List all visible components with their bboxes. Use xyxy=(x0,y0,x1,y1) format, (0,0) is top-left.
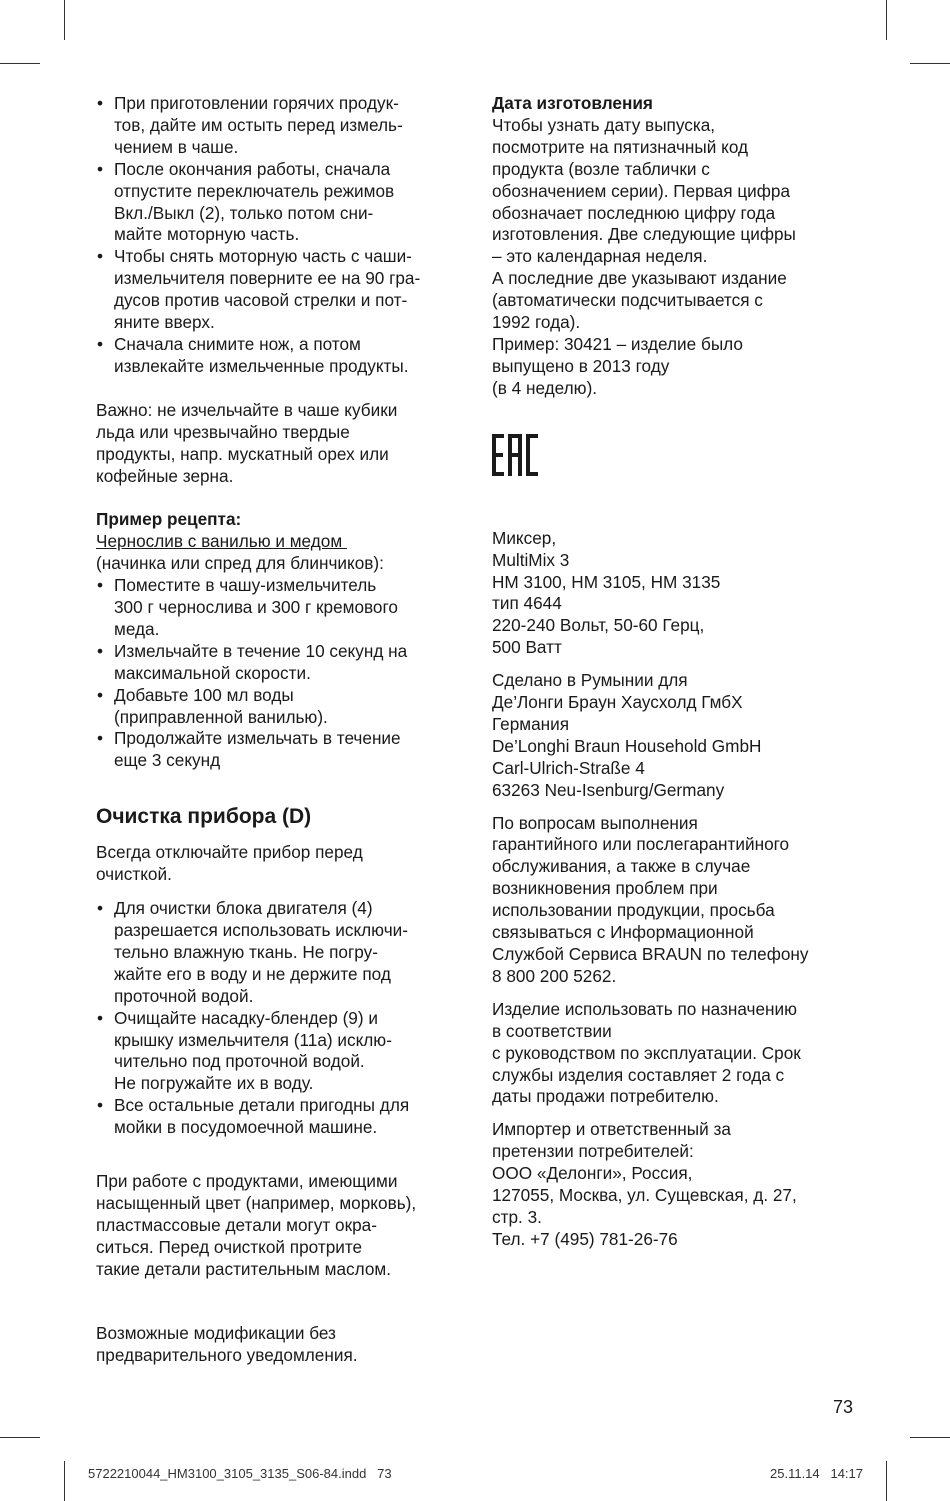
eac-letter-c xyxy=(526,434,538,476)
crop-mark-br-v xyxy=(886,1461,887,1501)
right-column xyxy=(492,93,862,1251)
crop-mark-tr-v xyxy=(886,0,887,40)
recipe-note: (начинка или спред для блинчиков): xyxy=(96,553,384,574)
usage-info: Изделие использовать по назначению в соответствии с руководством по эксплуатации. Срок службы изделия составляет 2 года с даты продажи потребителю. xyxy=(492,998,801,1107)
list-item: • Продолжайте измельчать в течение еще 3 секунд xyxy=(96,728,466,772)
product-info: Миксер, MultiMix 3 HM 3100, HM 3105, HM 3135 тип 4644 220-240 Вольт, 50-60 Герц, 500 Ватт xyxy=(492,527,721,658)
list-item: • Для очистки блока двигателя (4) разрешается использовать исключи- тельно влажную ткань. Не погру- жайте его в воду и не держите под проточной водой. xyxy=(96,898,466,1008)
section-heading-cleaning: Очистка прибора (D) xyxy=(96,805,312,829)
colored-food-note: При работе с продуктами, имеющими насыщенный цвет (например, морковь), пластмассовые детали могут окра- ситься. Перед очисткой протрите такие детали растительным маслом. xyxy=(96,1171,417,1279)
service-info: По вопросам выполнения гарантийного или послегарантийного обслуживания, а также в случае возникновения проблем при использовании продукции, просьба связываться с Информационной Службой Сервиса BRAUN по телефону 8 800 200 5262. xyxy=(492,812,809,986)
recipe-steps-list xyxy=(96,575,466,772)
page-number: 73 xyxy=(833,1397,854,1417)
left-column xyxy=(96,93,466,1366)
list-item: • Сначала снимите нож, а потом извлекайте измельченные продукты. xyxy=(96,334,466,378)
list-item: • Поместите в чашу-измельчитель 300 г чернослива и 300 г кремового меда. xyxy=(96,575,466,641)
eac-mark xyxy=(492,434,862,476)
crop-mark-bl-h xyxy=(0,1437,40,1438)
crop-mark-tl-h xyxy=(0,63,40,64)
list-item: • После окончания работы, сначала отпустите переключатель режимов Вкл./Выкл (2), только потом сни- майте моторную часть. xyxy=(96,159,466,247)
crop-mark-tr-h xyxy=(910,63,950,64)
crop-mark-bl-v xyxy=(64,1461,65,1501)
eac-letter-a xyxy=(508,434,522,476)
recipe-name: Чернослив с ванилью и медом xyxy=(96,531,347,552)
crop-mark-tl-v xyxy=(64,0,65,40)
file-slug: 5722210044_HM3100_3105_3135_S06-84.indd 73 xyxy=(88,1466,392,1481)
recipe-title: Пример рецепта: xyxy=(96,509,242,530)
usage-tips-list xyxy=(96,93,466,378)
list-item: • Измельчайте в течение 10 секунд на максимальной скорости. xyxy=(96,641,466,685)
cleaning-intro: Всегда отключайте прибор перед очисткой. xyxy=(96,842,363,885)
list-item: • Чтобы снять моторную часть с чаши- измельчителя поверните ее на 90 гра- дусов против часовой стрелки и пот- яните вверх. xyxy=(96,246,466,334)
manufacturer-info: Сделано в Румынии для Де’Лонги Браун Хаусхолд ГмбХ Германия De’Longhi Braun Household GmbH Carl-Ulrich-Straße 4 63263 Neu-Isenburg/Germany xyxy=(492,670,762,800)
list-item: • Очищайте насадку-блендер (9) и крышку измельчителя (11a) исклю- чительно под проточной водой. Не погружайте их в воду. xyxy=(96,1008,466,1096)
list-item: • Все остальные детали пригодны для мойки в посудомоечной машине. xyxy=(96,1095,466,1139)
important-note: Важно: не изчельчайте в чаше кубики льда или чрезвычайно твердые продукты, напр. мускатный орех или кофейные зерна. xyxy=(96,399,398,486)
modifications-note: Возможные модификации без предварительного уведомления. xyxy=(96,1322,358,1365)
date-heading: Дата изготовления xyxy=(492,93,653,113)
date-text: Чтобы узнать дату выпуска, посмотрите на пятизначный код продукта (возле таблички с обозначением серии). Первая цифра обозначает последнюю цифру года изготовления. Две следующие цифры – это календарная неделя. А последние две указывают издание (автоматически подсчитывается с 1992 года). Пример: 30421 – изделие было выпущено в 2013 году (в 4 неделю). xyxy=(492,114,796,398)
list-item: • При приготовлении горячих продук- тов, дайте им остыть перед измель- чением в чаше. xyxy=(96,93,466,159)
crop-mark-br-h xyxy=(910,1437,950,1438)
eac-letter-e xyxy=(492,434,504,476)
date-slug: 25.11.14 14:17 xyxy=(770,1466,864,1481)
list-item: • Добавьте 100 мл воды (приправленной ванилью). xyxy=(96,685,466,729)
cleaning-list xyxy=(96,898,466,1139)
importer-info: Импортер и ответственный за претензии потребителей: ООО «Делонги», Россия, 127055, Москва, ул. Сущевская, д. 27, стр. 3. Тел. +7 (495) 781-26-76 xyxy=(492,1119,797,1249)
